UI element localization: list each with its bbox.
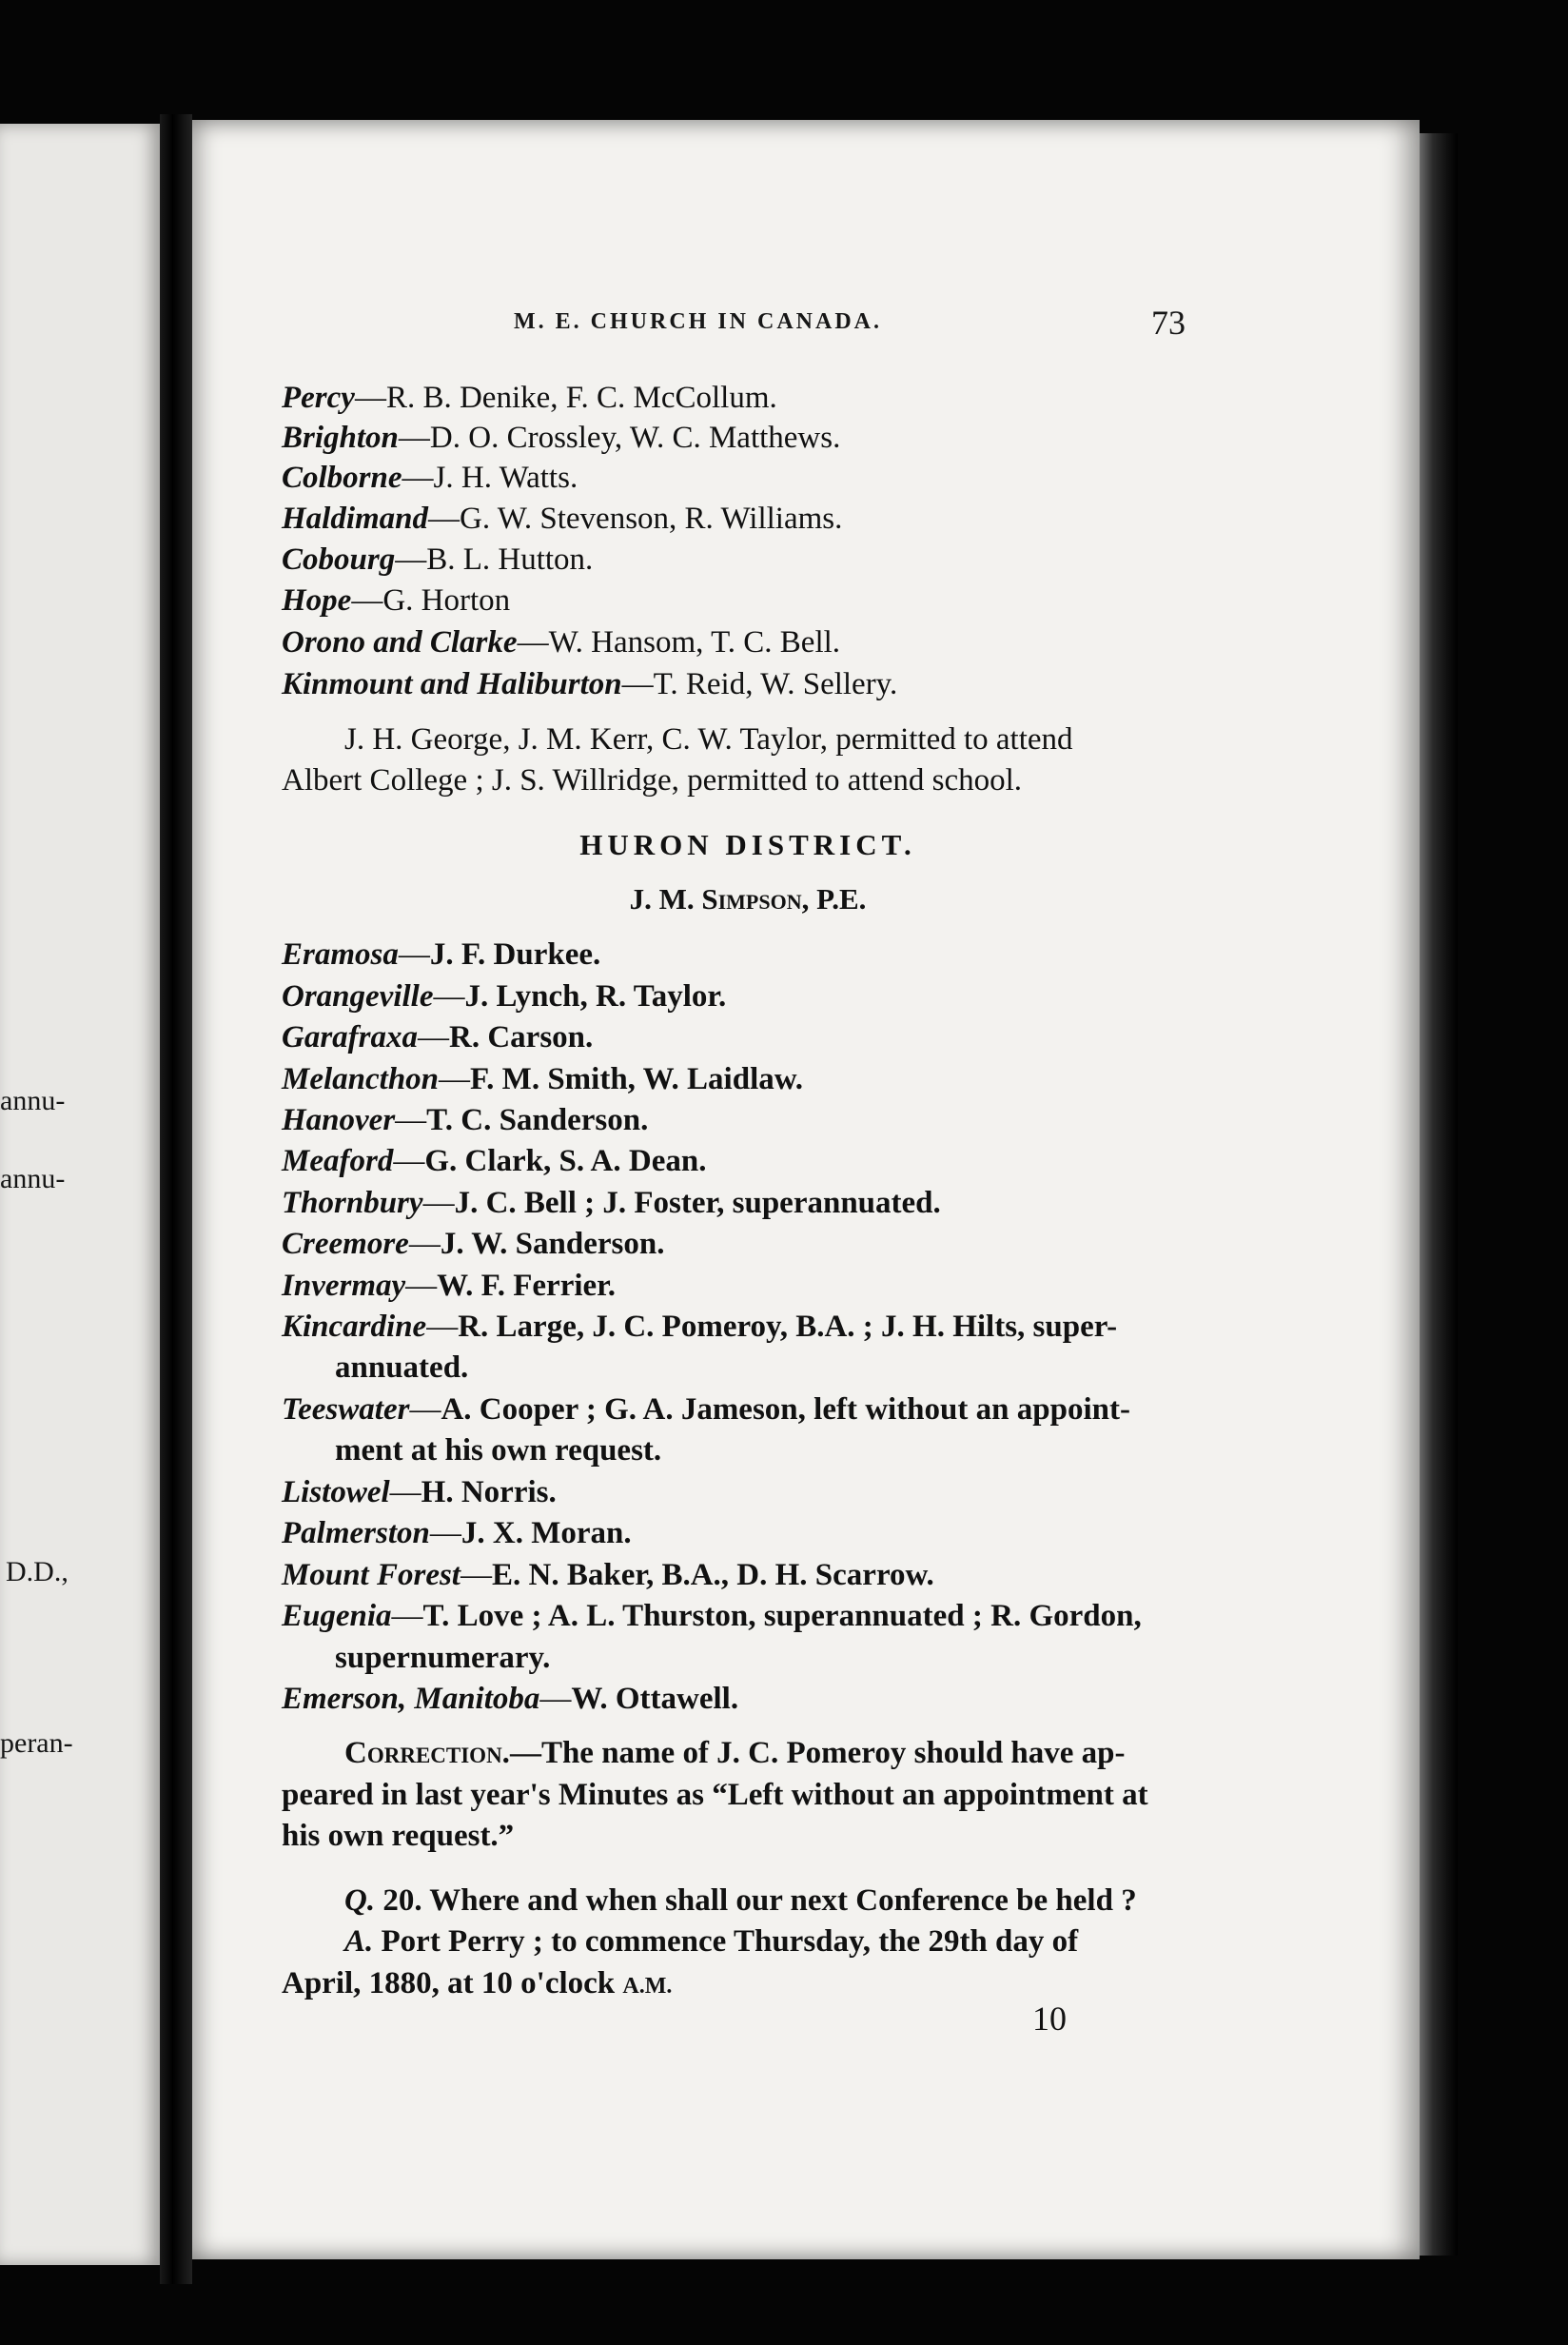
correction-line-2 — [282, 1776, 1148, 1814]
correction-label: Correction. — [344, 1736, 510, 1770]
place-name: Cobourg — [282, 542, 396, 577]
preacher-names: R. Large, J. C. Pomeroy, B.A. ; J. H. Hilts, super- — [458, 1310, 1118, 1344]
place-name: Brighton — [282, 421, 399, 455]
preacher-names: E. N. Baker, B.A., D. H. Scarrow. — [491, 1558, 934, 1592]
answer-text: April, 1880, at 10 o'clock — [282, 1966, 616, 2000]
entry-kincardine: Kincardine—R. Large, J. C. Pomeroy, B.A. ; J. H. Hilts, super- — [282, 1310, 1118, 1344]
district-heading: HURON DISTRICT. — [579, 828, 916, 861]
place-name: Hanover — [282, 1103, 396, 1137]
preacher-names: W. Ottawell. — [571, 1682, 739, 1716]
preacher-names-continued: ment at his own request. — [335, 1433, 662, 1468]
place-name: Eugenia — [282, 1599, 392, 1633]
preacher-names: G. Clark, S. A. Dean. — [424, 1144, 707, 1178]
place-name: Thornbury — [282, 1186, 423, 1220]
entry-listowel: Listowel—H. Norris. — [282, 1475, 557, 1509]
place-name: Orangeville — [282, 979, 434, 1014]
entry-eramosa: Eramosa—J. F. Durkee. — [282, 937, 601, 972]
entry-eugenia: Eugenia—T. Love ; A. L. Thurston, superannuated ; R. Gordon, — [282, 1599, 1142, 1633]
place-name: Meaford — [282, 1144, 394, 1178]
entry-mount-forest: Mount Forest—E. N. Baker, B.A., D. H. Scarrow. — [282, 1558, 934, 1592]
entry-meaford: Meaford—G. Clark, S. A. Dean. — [282, 1144, 707, 1178]
entry-cobourg: Cobourg—B. L. Hutton. — [282, 542, 594, 577]
preacher-names: D. O. Crossley, W. C. Matthews. — [429, 421, 841, 455]
preacher-names: J. Lynch, R. Taylor. — [464, 979, 727, 1014]
correction-text: peared in last year's Minutes as “Left without an appointment at — [282, 1778, 1148, 1812]
entry-creemore: Creemore—J. W. Sanderson. — [282, 1227, 665, 1261]
preacher-names: G. W. Stevenson, R. Williams. — [460, 502, 843, 536]
entry-hanover: Hanover—T. C. Sanderson. — [282, 1103, 649, 1137]
entry-hope: Hope—G. Horton — [282, 583, 511, 618]
place-name: Palmerston — [282, 1516, 430, 1550]
book-gutter — [160, 114, 192, 2284]
place-name: Invermay — [282, 1269, 406, 1303]
permitted-note-line-2: Albert College ; J. S. Willridge, permitted to attend school. — [282, 763, 1023, 798]
entry-orangeville: Orangeville—J. Lynch, R. Taylor. — [282, 979, 727, 1014]
place-name: Melancthon — [282, 1062, 440, 1096]
place-name: Creemore — [282, 1227, 409, 1261]
running-title: M. E. CHURCH IN CANADA. — [514, 309, 882, 334]
preacher-names-continued: supernumerary. — [335, 1641, 551, 1675]
question-label: Q. — [344, 1883, 376, 1918]
preacher-names: J. X. Moran. — [461, 1516, 632, 1550]
pe-initials: J. M. — [629, 882, 695, 916]
place-name: Eramosa — [282, 937, 399, 972]
question-text: 20. Where and when shall our next Conference be held ? — [382, 1883, 1137, 1918]
place-name: Hope — [282, 583, 352, 618]
place-name: Orono and Clarke — [282, 625, 518, 660]
question-line — [344, 1882, 1137, 1920]
place-name: Garafraxa — [282, 1020, 419, 1054]
place-name: Teeswater — [282, 1392, 410, 1427]
presiding-elder — [282, 880, 1214, 918]
entry-palmerston: Palmerston—J. X. Moran. — [282, 1516, 632, 1550]
place-name: Emerson, Manitoba — [282, 1682, 540, 1716]
left-fragment-4: peran- — [0, 1727, 73, 1759]
pe-title: P.E. — [816, 882, 867, 916]
entry-brighton: Brighton—D. O. Crossley, W. C. Matthews. — [282, 421, 841, 455]
page-number: 73 — [1151, 304, 1186, 342]
preacher-names: A. Cooper ; G. A. Jameson, left without an appoint- — [441, 1392, 1130, 1427]
answer-line-2 — [282, 1964, 672, 2005]
entry-thornbury: Thornbury—J. C. Bell ; J. Foster, superannuated. — [282, 1186, 941, 1220]
left-fragment-3: D.D., — [6, 1556, 69, 1587]
signature-number: 10 — [1032, 2000, 1067, 2038]
place-name: Mount Forest — [282, 1558, 461, 1592]
answer-time: A.M. — [622, 1974, 673, 1999]
entry-invermay: Invermay—W. F. Ferrier. — [282, 1269, 617, 1303]
preacher-names: R. B. Denike, F. C. McCollum. — [385, 381, 777, 415]
preacher-names: J. W. Sanderson. — [440, 1227, 665, 1261]
correction-text: his own request.” — [282, 1819, 515, 1853]
entry-percy: Percy—R. B. Denike, F. C. McCollum. — [282, 381, 777, 415]
entry-kincardine-continued — [335, 1349, 468, 1387]
preacher-names: T. Love ; A. L. Thurston, superannuated ; R. Gordon, — [422, 1599, 1142, 1633]
correction-text: —The name of J. C. Pomeroy should have ap- — [509, 1736, 1126, 1770]
preacher-names: T. Reid, W. Sellery. — [653, 667, 898, 701]
place-name: Colborne — [282, 461, 402, 495]
preacher-names: G. Horton — [382, 583, 511, 618]
preacher-names: R. Carson. — [449, 1020, 594, 1054]
entry-emerson-manitoba: Emerson, Manitoba—W. Ottawell. — [282, 1682, 739, 1716]
preacher-names: H. Norris. — [421, 1475, 557, 1509]
preacher-names: B. L. Hutton. — [426, 542, 594, 577]
answer-line-1 — [344, 1922, 1078, 1961]
answer-text: Port Perry ; to commence Thursday, the 29th day of — [381, 1924, 1079, 1959]
place-name: Haldimand — [282, 502, 429, 536]
entry-teeswater: Teeswater—A. Cooper ; G. A. Jameson, left without an appoint- — [282, 1392, 1130, 1427]
preacher-names: J. H. Watts. — [433, 461, 578, 495]
entry-orono-and-clarke: Orono and Clarke—W. Hansom, T. C. Bell. — [282, 625, 841, 660]
entry-colborne: Colborne—J. H. Watts. — [282, 461, 578, 495]
place-name: Listowel — [282, 1475, 390, 1509]
preacher-names: J. C. Bell ; J. Foster, superannuated. — [454, 1186, 941, 1220]
entry-eugenia-continued — [335, 1639, 550, 1677]
permitted-note-line-1: J. H. George, J. M. Kerr, C. W. Taylor, permitted to attend — [344, 722, 1073, 757]
correction-line-3 — [282, 1817, 514, 1855]
left-fragment-1: annu- — [0, 1085, 66, 1116]
place-name: Kincardine — [282, 1310, 427, 1344]
preacher-names: F. M. Smith, W. Laidlaw. — [470, 1062, 804, 1096]
preacher-names-continued: annuated. — [335, 1350, 469, 1385]
left-fragment-2: annu- — [0, 1163, 66, 1194]
preacher-names: W. Hansom, T. C. Bell. — [548, 625, 841, 660]
entry-haldimand: Haldimand—G. W. Stevenson, R. Williams. — [282, 502, 843, 536]
entry-melancthon: Melancthon—F. M. Smith, W. Laidlaw. — [282, 1062, 804, 1096]
preacher-names: T. C. Sanderson. — [426, 1103, 649, 1137]
place-name: Percy — [282, 381, 355, 415]
preacher-names: W. F. Ferrier. — [437, 1269, 617, 1303]
preacher-names: J. F. Durkee. — [429, 937, 601, 972]
pe-surname: Simpson, — [701, 882, 810, 916]
place-name: Kinmount and Haliburton — [282, 667, 622, 701]
answer-label: A. — [344, 1924, 374, 1959]
correction-line-1 — [344, 1734, 1126, 1772]
page-edge-shadow — [1420, 133, 1458, 2256]
entry-kinmount-and-haliburton: Kinmount and Haliburton—T. Reid, W. Sellery. — [282, 667, 898, 701]
entry-teeswater-continued — [335, 1431, 661, 1469]
entry-garafraxa: Garafraxa—R. Carson. — [282, 1020, 594, 1054]
